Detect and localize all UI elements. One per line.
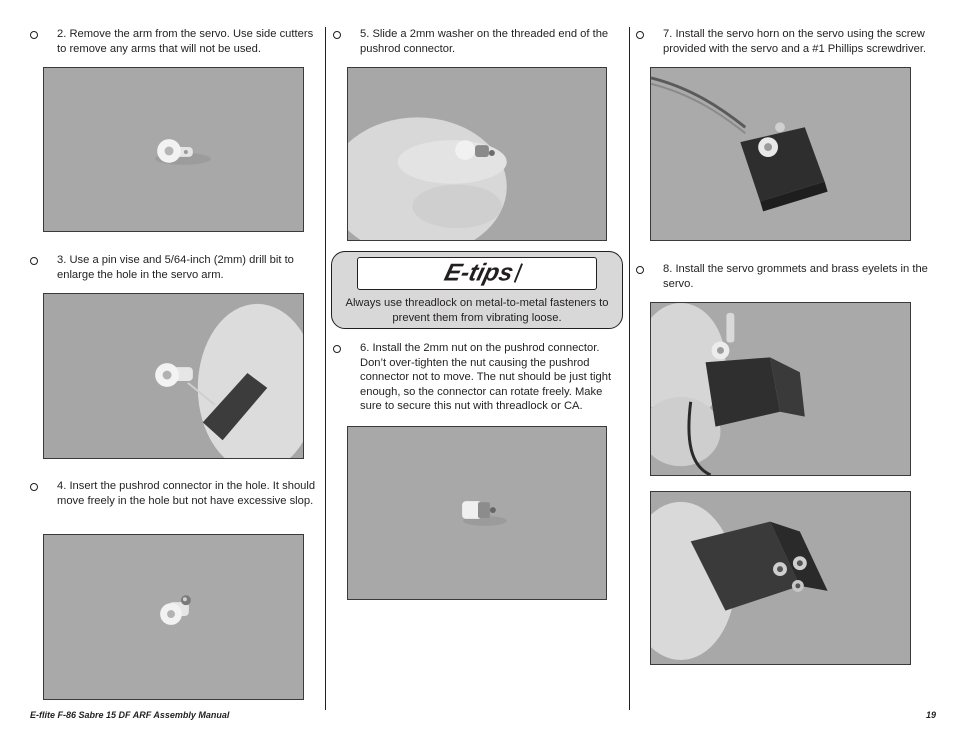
etips-logo-text: E-tips bbox=[441, 259, 517, 287]
step-7-text: 7. Install the servo horn on the servo using the screw provided with the servo and a #1 Phillips screwdriver. bbox=[663, 28, 927, 55]
open-circle-bullet-icon bbox=[30, 483, 38, 491]
column-divider-left bbox=[325, 27, 326, 710]
photo-servo-horn-installed bbox=[650, 67, 911, 241]
open-circle-bullet-icon bbox=[333, 31, 341, 39]
photo-drill-servo-arm bbox=[43, 293, 304, 459]
photo-servo-grommets bbox=[650, 302, 911, 476]
open-circle-bullet-icon bbox=[636, 31, 644, 39]
photo-washer-on-connector bbox=[347, 67, 607, 241]
open-circle-bullet-icon bbox=[30, 31, 38, 39]
etips-logo-icon bbox=[357, 257, 597, 290]
step-5-text: 5. Slide a 2mm washer on the threaded end of the pushrod connector. bbox=[360, 28, 609, 55]
open-circle-bullet-icon bbox=[636, 266, 644, 274]
step-3-text: 3. Use a pin vise and 5/64-inch (2mm) drill bit to enlarge the hole in the servo arm. bbox=[57, 254, 294, 281]
photo-servo-arm bbox=[43, 67, 304, 232]
step-8-text: 8. Install the servo grommets and brass eyelets in the servo. bbox=[663, 263, 928, 290]
open-circle-bullet-icon bbox=[30, 257, 38, 265]
photo-servo-brass-eyelets bbox=[650, 491, 911, 665]
open-circle-bullet-icon bbox=[333, 345, 341, 353]
column-divider-right bbox=[629, 27, 630, 710]
step-4-text: 4. Insert the pushrod connector in the hole. It should move freely in the hole but not have excessive slop. bbox=[57, 480, 316, 507]
page-number: 19 bbox=[925, 710, 936, 720]
footer-manual-title: E-flite F-86 Sabre 15 DF ARF Assembly Manual bbox=[30, 710, 230, 720]
step-2-text: 2. Remove the arm from the servo. Use side cutters to remove any arms that will not be used. bbox=[57, 28, 314, 55]
photo-pushrod-connector-in-arm bbox=[43, 534, 304, 700]
etips-text: Always use threadlock on metal-to-metal fasteners to prevent them from vibrating loose. bbox=[345, 297, 609, 324]
etips-box bbox=[331, 251, 623, 329]
step-6-text: 6. Install the 2mm nut on the pushrod connector. Don’t over-tighten the nut causing the pushrod connector not to move. The nut should be just tight enough, so the connector can rotate freely. Make sure to secure this nut with threadlock or CA. bbox=[360, 342, 612, 413]
photo-nut-on-connector bbox=[347, 426, 607, 600]
